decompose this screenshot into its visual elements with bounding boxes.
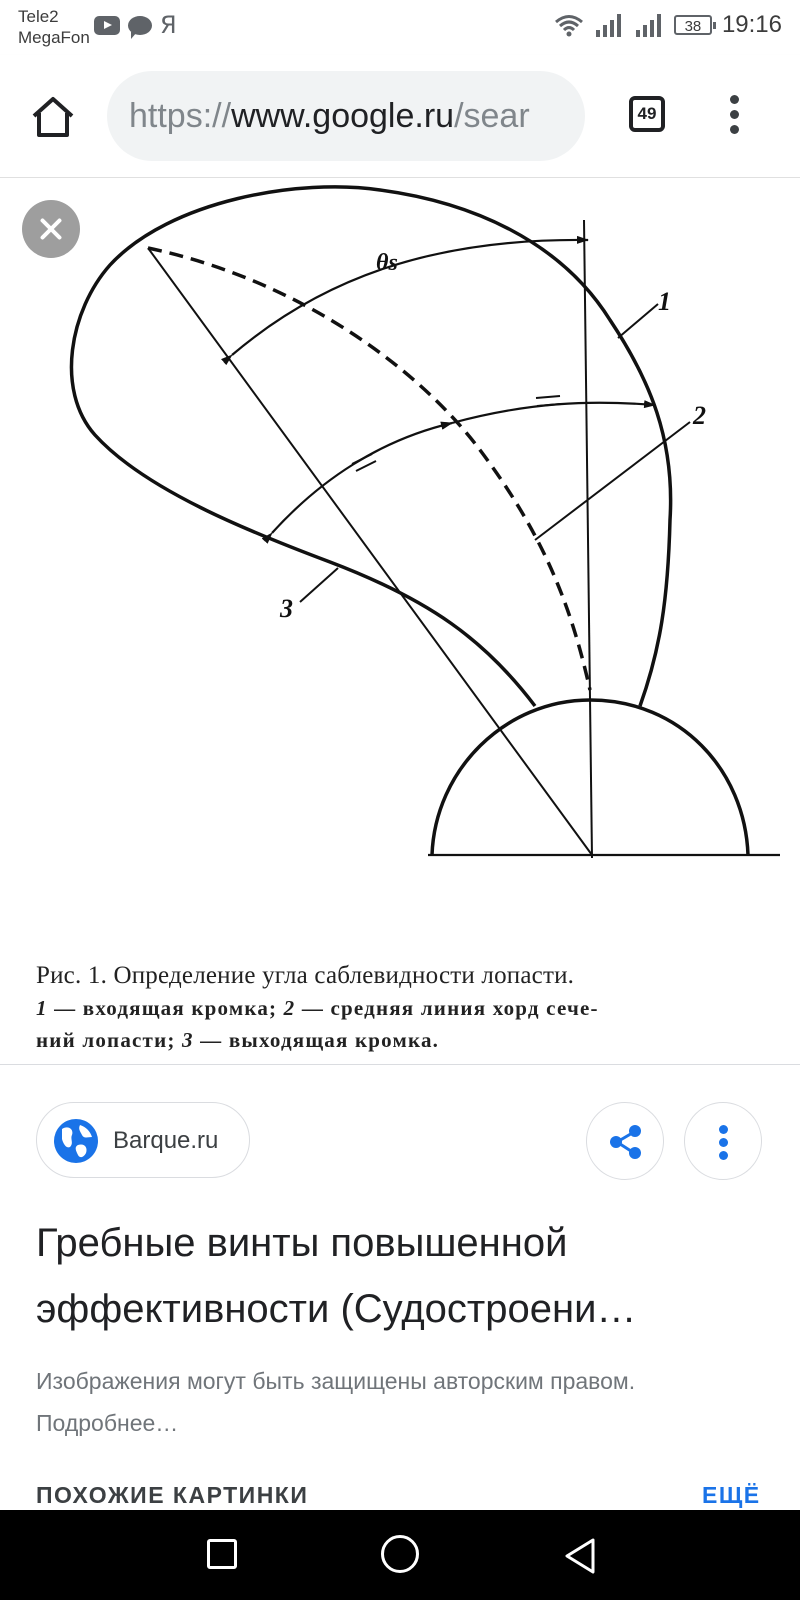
label-3: 3 (280, 594, 293, 623)
radial-line (148, 248, 592, 855)
carrier-names (18, 6, 90, 48)
result-title[interactable]: Гребные винты повышенной эффективности (Судостроени… (36, 1221, 637, 1331)
label-1: 1 (658, 287, 671, 316)
leader-3 (300, 568, 338, 602)
more-vert-icon (719, 1125, 728, 1134)
wifi-icon (554, 13, 584, 37)
axis-line (584, 220, 592, 858)
yandex-icon: Я (160, 11, 177, 39)
lower-arc-left (272, 423, 452, 533)
source-chip[interactable] (36, 1102, 250, 1178)
signal-icon (594, 12, 624, 38)
globe-icon (54, 1119, 98, 1163)
more-vert-icon[interactable] (724, 93, 746, 137)
system-nav-bar (0, 1510, 800, 1600)
caption-line-2: 1 — входящая кромка; 2 — средняя линия хорд сече- (36, 996, 599, 1020)
system-icons (554, 11, 782, 39)
mid-chord-dashed-line (148, 248, 590, 690)
label-2: 2 (693, 401, 706, 430)
propeller-blade-diagram (0, 178, 800, 1064)
divider (0, 1064, 800, 1065)
recents-icon[interactable] (207, 1539, 237, 1569)
image-preview[interactable] (0, 178, 800, 1064)
browser-toolbar (0, 55, 800, 178)
copyright-notice[interactable]: Изображения могут быть защищены авторским правом. Подробнее… (36, 1368, 636, 1436)
battery-icon: 38 (674, 15, 712, 35)
related-images-label: ПОХОЖИЕ КАРТИНКИ (36, 1482, 309, 1508)
leader-1 (618, 304, 658, 338)
share-icon (587, 1103, 665, 1181)
leader-2 (535, 422, 690, 540)
status-bar (0, 0, 800, 55)
caption-line-1: Рис. 1. Определение угла саблевидности лопасти. (36, 962, 575, 989)
url-scheme: https:// (129, 97, 232, 135)
address-bar[interactable] (107, 71, 585, 161)
clock: 19:16 (721, 11, 782, 38)
caption-line-3: ний лопасти; 3 — выходящая кромка. (36, 1028, 440, 1052)
lower-arc-right (452, 403, 655, 423)
source-name: Barque.ru (113, 1127, 219, 1154)
share-button[interactable] (586, 1102, 664, 1180)
more-link[interactable]: ЕЩЁ (702, 1482, 761, 1508)
back-icon[interactable] (560, 1536, 600, 1576)
figure-caption (36, 960, 786, 1056)
more-options-button[interactable] (684, 1102, 762, 1180)
theta-arc (232, 240, 588, 355)
tabs-icon[interactable]: 49 (629, 96, 665, 132)
home-nav-icon[interactable] (381, 1535, 419, 1573)
carrier-2: MegaFon (18, 28, 90, 47)
chat-icon (128, 16, 152, 35)
url-path: /sear (454, 97, 530, 135)
url-host: www.google.ru (231, 97, 455, 135)
close-icon[interactable] (22, 200, 80, 258)
theta-label: θs (376, 250, 398, 276)
carrier-1: Tele2 (18, 7, 59, 26)
home-icon[interactable] (28, 92, 78, 142)
signal-icon (634, 12, 664, 38)
notification-icons (94, 13, 177, 37)
url-text[interactable] (129, 98, 530, 134)
youtube-icon (94, 16, 120, 35)
